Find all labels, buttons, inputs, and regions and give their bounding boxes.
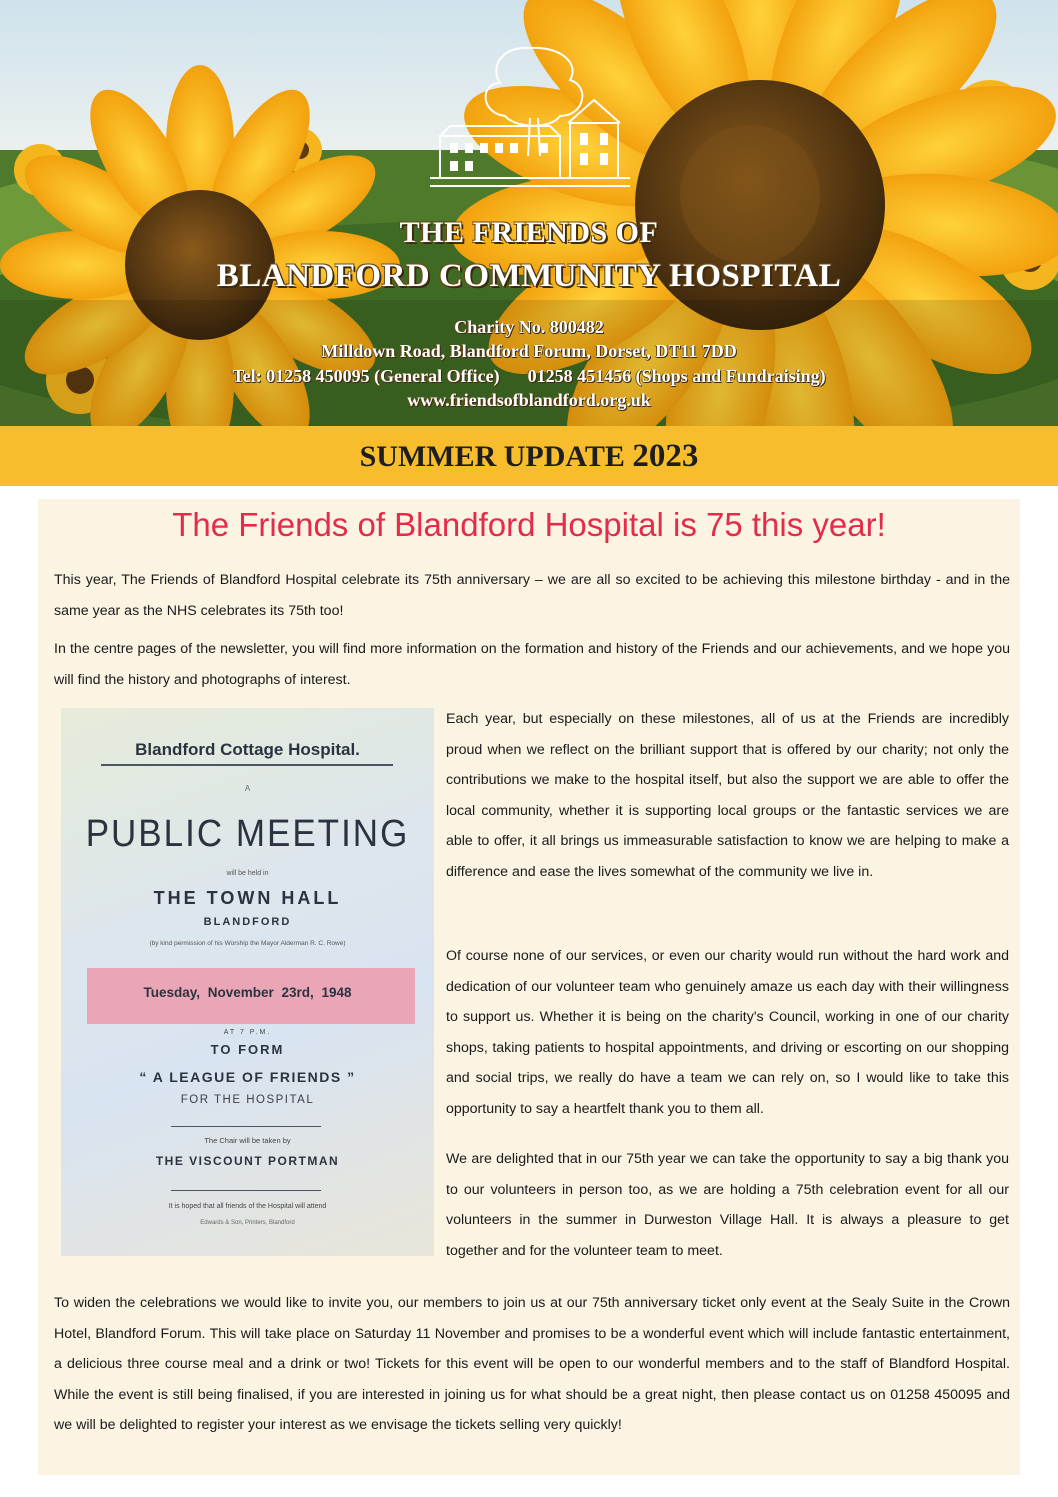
poster-a: A	[244, 784, 251, 793]
paragraph-milestones: Each year, but especially on these milestones, all of us at the Friends are incredibly proud when we reflect on the brilliant support that is offered by our charity; not only the contributions we make to the hospital itself, but also the support we are able to offer the local community, whether it is supporting local groups or the fantastic services we are able to offer, it all brings us immeasurable satisfaction to know we are helping to make a difference and ease the lives somewhat of the community we live in.	[446, 711, 1009, 880]
paragraph-intro: This year, The Friends of Blandford Hospital celebrate its 75th anniversary – we are all so excited to be achieving this milestone birthday - and in the same year as the NHS celebrates its 75th too!	[54, 572, 1010, 619]
website-link[interactable]: www.friendsofblandford.org.uk	[407, 390, 651, 410]
poster-time: AT 7 P.M.	[223, 1029, 272, 1036]
poster-hospital: Blandford Cottage Hospital.	[135, 740, 360, 759]
telephone-line	[0, 366, 1058, 387]
org-name-line1: THE FRIENDS OF	[399, 216, 659, 249]
poster-date: Tuesday, November 23rd, 1948	[143, 985, 352, 1000]
tel-shops: 01258 451456 (Shops and Fundraising)	[527, 366, 826, 386]
article-headline: The Friends of Blandford Hospital is 75 this year!	[172, 506, 886, 543]
tel-general: Tel: 01258 450095 (General Office)	[232, 366, 500, 386]
poster-rule	[101, 764, 393, 766]
poster-will-be-held: will be held in	[226, 870, 269, 877]
poster-league: “ A LEAGUE OF FRIENDS ”	[139, 1069, 356, 1085]
header-banner	[0, 0, 1058, 426]
poster-printer: Edwards & Son, Printers, Blandford	[200, 1220, 295, 1226]
paragraph-volunteers: Of course none of our services, or even our charity would run without the hard work and dedication of our volunteer team who genuinely amaze us each day with their willingness to support us. Whether it is being on the charity's Council, working in one of our charity shops, taking patients to hospital appointments, and driving or escorting on our shopping and social trips, we really do have a team we can rely on, so I would like to take this opportunity to say a heartfelt thank you to them all.	[446, 948, 1009, 1117]
issue-year: 2023	[632, 438, 699, 474]
paragraph-invitation: To widen the celebrations we would like to invite you, our members to join us at our 75th anniversary ticket only event at the Sealy Suite in the Crown Hotel, Blandford Forum. This will take place on Saturday 11 November and promises to be a wonderful event which will include fantastic entertainment, a delicious three course meal and a drink or two! Tickets for this event will be open to our wonderful members and to the staff of Blandford Hospital. While the event is still being finalised, if you are interested in joining us for what should be a great night, then please contact us on 01258 450095 and we will be delighted to register your interest as we envisage the tickets selling very quickly!	[54, 1295, 1010, 1433]
poster-for-hospital: FOR THE HOSPITAL	[180, 1094, 315, 1106]
hospital-building-tree-logo	[420, 38, 640, 198]
org-name-line2: BLANDFORD COMMUNITY HOSPITAL	[216, 258, 842, 294]
poster-title: PUBLIC MEETING	[85, 812, 410, 855]
poster-chair: The Chair will be taken by	[204, 1136, 291, 1145]
poster-viscount: THE VISCOUNT PORTMAN	[155, 1154, 340, 1168]
issue-title	[360, 440, 699, 473]
poster-hope: It is hoped that all friends of the Hospital will attend	[168, 1203, 327, 1210]
issue-band	[0, 426, 1058, 486]
public-meeting-poster-image	[61, 708, 434, 1256]
poster-permission: (by kind permission of his Worship the Mayor Alderman R. C. Rowe)	[149, 940, 346, 947]
address: Milldown Road, Blandford Forum, Dorset, DT11 7DD	[321, 341, 737, 361]
paragraph-celebration: We are delighted that in our 75th year we can take the opportunity to say a big thank you to our volunteers in person too, as we are holding a 75th celebration event for all our volunteers in the summer in Durweston Village Hall. It is always a pleasure to get together and for the volunteer team to meet.	[446, 1151, 1009, 1259]
charity-number: Charity No. 800482	[454, 317, 604, 337]
poster-to-form: TO FORM	[210, 1042, 285, 1057]
issue-label: SUMMER UPDATE	[359, 440, 625, 473]
poster-rule	[171, 1190, 321, 1191]
poster-town: BLANDFORD	[203, 916, 292, 928]
paragraph-centre-pages: In the centre pages of the newsletter, you will find more information on the formation and history of the Friends and our achievements, and we hope you will find the history and photographs of interest.	[54, 641, 1010, 688]
poster-venue: THE TOWN HALL	[153, 888, 342, 908]
poster-rule	[171, 1126, 321, 1127]
